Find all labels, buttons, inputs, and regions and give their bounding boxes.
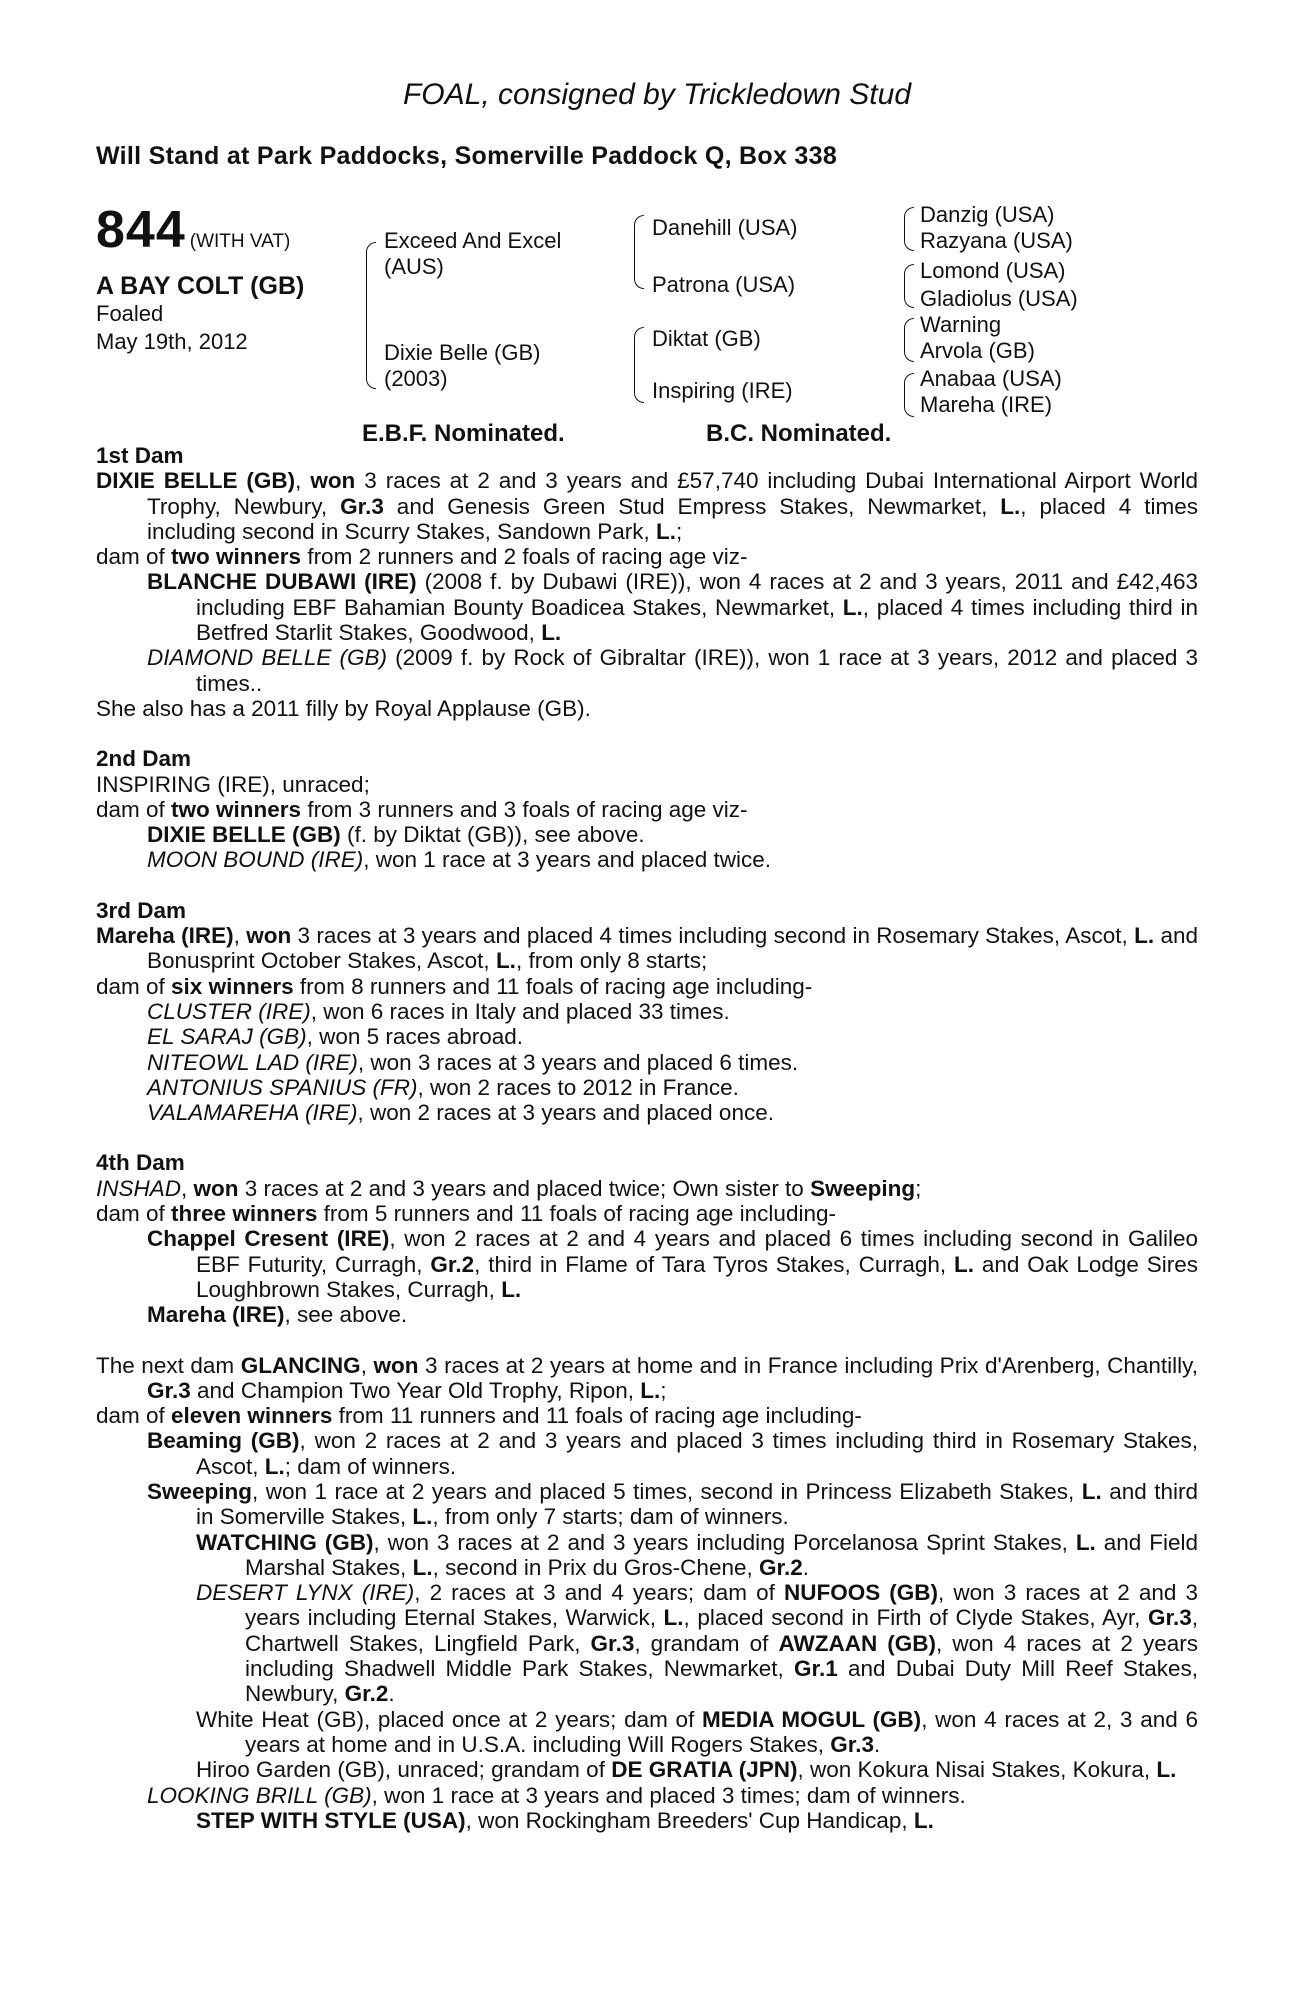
first-dam-entry: DIXIE BELLE (GB), won 3 races at 2 and 3 years and £57,740 including Dubai International Airport World Trophy, Newbury, Gr.3 and Genesis Green Stud Empress Stakes, Newmarket, L., placed 4 times including second in Scurry Stakes, Sandown Park, L.; <box>96 468 1198 544</box>
great-grandparent-3: Lomond (USA) <box>920 258 1066 283</box>
foaled-date: May 19th, 2012 <box>96 329 248 354</box>
bc-nominated: B.C. Nominated. <box>706 420 892 447</box>
first-dam-heading: 1st Dam <box>96 443 184 468</box>
produce-entry: White Heat (GB), placed once at 2 years; dam of MEDIA MOGUL (GB), won 4 races at 2, 3 and 6 years at home and in U.S.A. including Will Rogers Stakes, Gr.3. <box>196 1706 1198 1757</box>
ebf-nominated: E.B.F. Nominated. <box>362 420 565 447</box>
produce-entry: VALAMAREHA (IRE), won 2 races at 3 years and placed once. <box>147 1100 774 1126</box>
stand-location: Will Stand at Park Paddocks, Somerville Paddock Q, Box 338 <box>96 142 838 170</box>
produce-entry: NITEOWL LAD (IRE), won 3 races at 3 years and placed 6 times. <box>147 1049 799 1075</box>
next-dam-entry: The next dam GLANCING, won 3 races at 2 years at home and in France including Prix d'Arenberg, Chantilly, Gr.3 and Champion Two Year Old Trophy, Ripon, L.; <box>96 1352 1198 1403</box>
pedigree-text <box>96 443 1198 1833</box>
great-grandparent-8: Mareha (IRE) <box>920 392 1053 417</box>
second-dam-heading: 2nd Dam <box>96 746 192 772</box>
produce-entry: Sweeping, won 1 race at 2 years and placed 5 times, second in Princess Elizabeth Stakes, L. and third in Somerville Stakes, L., from only 7 starts; dam of winners. <box>147 1478 1198 1530</box>
great-grandparent-7: Anabaa (USA) <box>920 366 1062 391</box>
produce-entry: EL SARAJ (GB), won 5 races abroad. <box>147 1024 524 1050</box>
sire-name: Exceed And Excel (AUS) <box>384 228 562 279</box>
granddam-2: Inspiring (IRE) <box>652 378 793 403</box>
third-dam-entry: Mareha (IRE), won 3 races at 3 years and placed 4 times including second in Rosemary Stakes, Ascot, L. and Bonusprint October Stakes, Ascot, L., from only 8 starts; <box>96 923 1198 974</box>
page-title: FOAL, consigned by Trickledown Stud <box>402 78 912 111</box>
pedigree-brace-sire <box>634 215 644 289</box>
first-dam-produce-summary: dam of two winners from 2 runners and 2 foals of racing age viz- <box>96 544 748 570</box>
next-dam-produce-summary: dam of eleven winners from 11 runners and 11 foals of racing age including- <box>96 1403 862 1429</box>
grandsire-2: Diktat (GB) <box>652 326 761 351</box>
produce-entry: BLANCHE DUBAWI (IRE) (2008 f. by Dubawi (IRE)), won 4 races at 2 and 3 years, 2011 and £42,463 including EBF Bahamian Bounty Boadicea Stakes, Newmarket, L., placed 4 times including third in Betfred Starlit Stakes, Goodwood, L. <box>147 569 1199 646</box>
produce-entry: LOOKING BRILL (GB), won 1 race at 3 years and placed 3 times; dam of winners. <box>147 1782 966 1808</box>
pedigree-brace-main <box>366 242 376 389</box>
fourth-dam-heading: 4th Dam <box>96 1150 185 1176</box>
second-dam-entry: INSPIRING (IRE), unraced; <box>96 771 370 797</box>
foaled-label: Foaled <box>96 301 164 326</box>
pedigree-brace-dam <box>634 327 644 403</box>
dam-name: Dixie Belle (GB) (2003) <box>384 340 541 391</box>
produce-entry: DIXIE BELLE (GB) (f. by Diktat (GB)), see above. <box>147 822 645 848</box>
great-grandparent-6: Arvola (GB) <box>920 338 1035 363</box>
pedigree-brace-g3 <box>904 318 914 362</box>
third-dam-produce-summary: dam of six winners from 8 runners and 11 foals of racing age including- <box>96 973 813 999</box>
produce-entry: ANTONIUS SPANIUS (FR), won 2 races to 2012 in France. <box>147 1074 739 1100</box>
produce-entry: WATCHING (GB), won 3 races at 2 and 3 years including Porcelanosa Sprint Stakes, L. and Field Marshal Stakes, L., second in Prix du Gros-Chene, Gr.2. <box>196 1529 1198 1580</box>
fourth-dam-produce-summary: dam of three winners from 5 runners and 11 foals of racing age including- <box>96 1201 836 1227</box>
lot-number-block <box>96 201 291 259</box>
produce-entry: DIAMOND BELLE (GB) (2009 f. by Rock of Gibraltar (IRE)), won 1 race at 3 years, 2012 and placed 3 times.. <box>147 645 1199 696</box>
great-grandparent-1: Danzig (USA) <box>920 202 1055 227</box>
second-dam-produce-summary: dam of two winners from 3 runners and 3 foals of racing age viz- <box>96 796 748 822</box>
great-grandparent-5: Warning <box>920 312 1002 337</box>
produce-entry: STEP WITH STYLE (USA), won Rockingham Breeders' Cup Handicap, L. <box>196 1807 934 1833</box>
third-dam-heading: 3rd Dam <box>96 897 187 923</box>
produce-entry: DESERT LYNX (IRE), 2 races at 3 and 4 years; dam of NUFOOS (GB), won 3 races at 2 and 3 years including Eternal Stakes, Warwick, L., placed second in Firth of Clyde Stakes, Ayr, Gr.3, Chartwell Stakes, Lingfield Park, Gr.3, grandam of AWZAAN (GB), won 4 races at 2 years including Shadwell Middle Park Stakes, Newmarket, Gr.1 and Dubai Duty Mill Reef Stakes, Newbury, Gr.2. <box>196 1580 1199 1707</box>
vat-note: (WITH VAT) <box>189 231 291 252</box>
grandsire-1: Danehill (USA) <box>652 215 798 240</box>
fourth-dam-entry: INSHAD, won 3 races at 2 and 3 years and placed twice; Own sister to Sweeping; <box>96 1175 922 1201</box>
granddam-1: Patrona (USA) <box>652 272 796 297</box>
pedigree-brace-g2 <box>904 264 914 308</box>
produce-entry: Mareha (IRE), see above. <box>147 1302 408 1328</box>
produce-entry: Beaming (GB), won 2 races at 2 and 3 years and placed 3 times including third in Rosemary Stakes, Ascot, L.; dam of winners. <box>147 1428 1198 1479</box>
produce-note: She also has a 2011 filly by Royal Applause (GB). <box>96 695 591 721</box>
produce-entry: Hiroo Garden (GB), unraced; grandam of DE GRATIA (JPN), won Kokura Nisai Stakes, Kokura, L. <box>196 1757 1177 1783</box>
produce-entry: CLUSTER (IRE), won 6 races in Italy and placed 33 times. <box>147 998 730 1024</box>
pedigree-brace-g1 <box>904 207 914 251</box>
great-grandparent-2: Razyana (USA) <box>920 228 1073 253</box>
produce-entry: MOON BOUND (IRE), won 1 race at 3 years and placed twice. <box>147 847 771 873</box>
horse-name: A BAY COLT (GB) <box>96 272 305 300</box>
pedigree-brace-g4 <box>904 373 914 417</box>
great-grandparent-4: Gladiolus (USA) <box>920 286 1078 311</box>
lot-number: 844 <box>96 201 186 259</box>
produce-entry: Chappel Cresent (IRE), won 2 races at 2 and 4 years and placed 6 times including second in Galileo EBF Futurity, Curragh, Gr.2, third in Flame of Tara Tyros Stakes, Curragh, L. and Oak Lodge Sires Loughbrown Stakes, Curragh, L. <box>147 1226 1198 1302</box>
foaled-info <box>96 300 248 356</box>
